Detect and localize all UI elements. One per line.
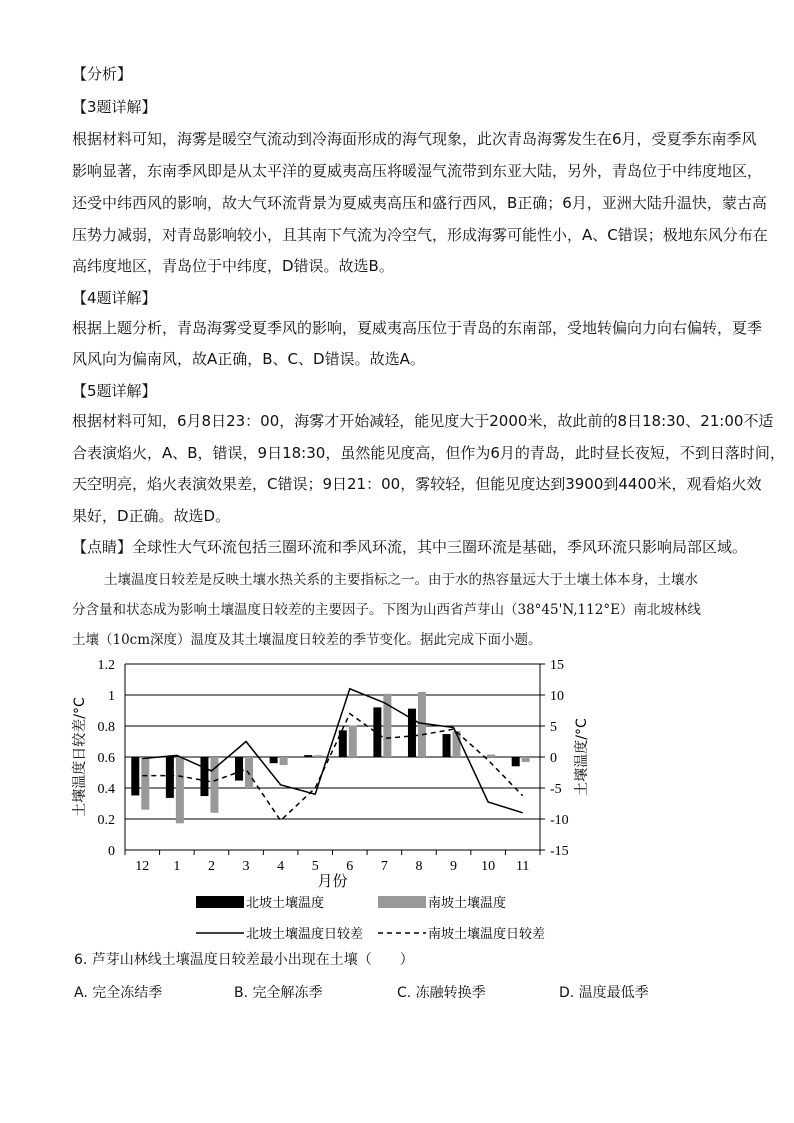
q3-heading: 【3题详解】	[72, 98, 157, 116]
left-tick-label: 0	[108, 844, 115, 859]
x-tick-label: 5	[311, 859, 319, 874]
right-tick-label: -10	[550, 813, 569, 828]
option-c[interactable]: C. 冻融转换季	[397, 985, 486, 1001]
option-b[interactable]: B. 完全解冻季	[234, 985, 323, 1001]
x-tick-label: 1	[173, 859, 181, 874]
right-tick-label: 10	[550, 689, 564, 704]
analysis-heading: 【分析】	[72, 65, 133, 83]
x-tick-label: 3	[242, 859, 250, 874]
x-tick-label: 6	[346, 859, 354, 874]
south-slope-bar	[176, 757, 184, 823]
south-slope-bar	[418, 692, 426, 757]
q5-line: 天空明亮，焰火表演效果差，C错误；9日21：00，雾较轻，但能见度达到3900到4400米，观看焰火效	[72, 475, 762, 493]
x-tick-label: 7	[380, 859, 388, 874]
tip-paragraph: 【点睛】全球性大气环流包括三圈环流和季风环流，其中三圈环流是基础，季风环流只影响局部区域。	[72, 538, 748, 556]
left-tick-label: 0.6	[97, 751, 115, 766]
south-slope-bar	[349, 725, 357, 757]
x-tick-label: 9	[450, 859, 458, 874]
option-d[interactable]: D. 温度最低季	[559, 985, 649, 1001]
q4-heading: 【4题详解】	[72, 289, 157, 307]
north-slope-bar	[200, 757, 208, 796]
legend-north-temp-swatch	[196, 896, 244, 908]
south-slope-bar	[141, 757, 149, 810]
north-slope-bar	[443, 734, 451, 757]
option-a[interactable]: A. 完全冻结季	[74, 985, 163, 1001]
intro-line: 分含量和状态成为影响土壤温度日较差的主要因子。下图为山西省芦芽山（38°45'N,112°E）南北坡林线	[72, 602, 701, 618]
north-slope-bar	[408, 709, 416, 757]
south-slope-bar	[280, 757, 288, 765]
x-tick-label: 8	[415, 859, 423, 874]
left-tick-label: 0.4	[97, 782, 115, 797]
x-tick-label: 4	[277, 859, 285, 874]
x-tick-label: 12	[135, 859, 150, 874]
lines-layer	[142, 689, 522, 821]
right-axis-title: 土壤温度/°C	[574, 718, 590, 796]
grid-lines	[125, 664, 540, 850]
intro-line: 土壤（10cm深度）温度及其土壤温度日较差的季节变化。据此完成下面小题。	[72, 632, 542, 648]
soil-temperature-chart	[60, 652, 590, 947]
south-slope-range-line	[142, 714, 522, 821]
q5-line: 合表演焰火，A、B，错误，9日18:30，虽然能见度高，但作为6月的青岛，此时昼长夜短，不到日落时间，	[72, 444, 785, 462]
legend-south-temp-label: 南坡土壤温度	[428, 896, 507, 911]
x-tick-label: 2	[207, 859, 215, 874]
q5-line: 根据材料可知，6月8日23：00，海雾才开始减轻，能见度大于2000米，故此前的8日18:30、21:00不适	[72, 412, 774, 430]
q4-line: 风风向为偏南风，故A正确，B、C、D错误。故选A。	[72, 350, 425, 368]
x-tick-label: 10	[481, 859, 496, 874]
x-tick-label: 11	[515, 859, 530, 874]
x-axis-title: 月份	[317, 872, 348, 890]
north-slope-bar	[235, 757, 243, 781]
right-tick-label: 0	[550, 751, 557, 766]
q5-heading: 【5题详解】	[72, 382, 157, 400]
left-tick-label: 0.8	[97, 720, 115, 735]
north-slope-bar	[270, 757, 278, 763]
q5-line: 果好，D正确。故选D。	[72, 507, 231, 525]
q3-line: 影响显著，东南季风即是从太平洋的夏威夷高压将暖湿气流带到东亚大陆，另外，青岛位于中纬度地区，	[72, 162, 763, 180]
legend-north-temp-label: 北坡土壤温度	[246, 896, 325, 911]
right-tick-label: -15	[550, 844, 569, 859]
question-text: 6. 芦芽山林线土壤温度日较差最小出现在土壤（ ）	[74, 952, 414, 968]
intro-line: 土壤温度日较差是反映土壤水热关系的主要指标之一。由于水的热容量远大于土壤土体本身，土壤水	[104, 572, 698, 588]
q4-line: 根据上题分析，青岛海雾受夏季风的影响，夏威夷高压位于青岛的东南部，受地转偏向力向右偏转，夏季	[72, 319, 763, 337]
left-tick-label: 1.2	[97, 658, 115, 673]
right-tick-label: 5	[550, 720, 557, 735]
north-slope-bar	[131, 757, 139, 795]
left-tick-label: 0.2	[97, 813, 115, 828]
legend-south-range-label: 南坡土壤温度日较差	[428, 927, 546, 942]
q3-line: 还受中纬西风的影响，故大气环流背景为夏威夷高压和盛行西风，B正确；6月，亚洲大陆升温快，蒙古高	[72, 194, 767, 212]
q3-line: 根据材料可知，海雾是暖空气流动到冷海面形成的海气现象，此次青岛海雾发生在6月，受夏季东南季风	[72, 130, 757, 148]
north-slope-bar	[166, 757, 174, 798]
legend-south-temp-swatch	[378, 896, 426, 908]
north-slope-bar	[512, 757, 520, 766]
south-slope-bar	[487, 755, 495, 757]
left-axis-title: 土壤温度日较差/°C	[72, 697, 88, 817]
south-slope-bar	[522, 757, 530, 762]
q3-line: 高纬度地区，青岛位于中纬度，D错误。故选B。	[72, 257, 394, 275]
north-slope-bar	[304, 755, 312, 757]
south-slope-bar	[314, 755, 322, 757]
right-tick-label: 15	[550, 658, 564, 673]
bars-layer	[131, 692, 529, 823]
legend-north-range-label: 北坡土壤温度日较差	[246, 927, 364, 942]
legend	[196, 895, 545, 942]
left-tick-label: 1	[108, 689, 115, 704]
q3-line: 压势力减弱，对青岛影响较小，且其南下气流为冷空气，形成海雾可能性小，A、C错误；极地东风分布在	[72, 226, 768, 244]
right-tick-label: -5	[550, 782, 562, 797]
